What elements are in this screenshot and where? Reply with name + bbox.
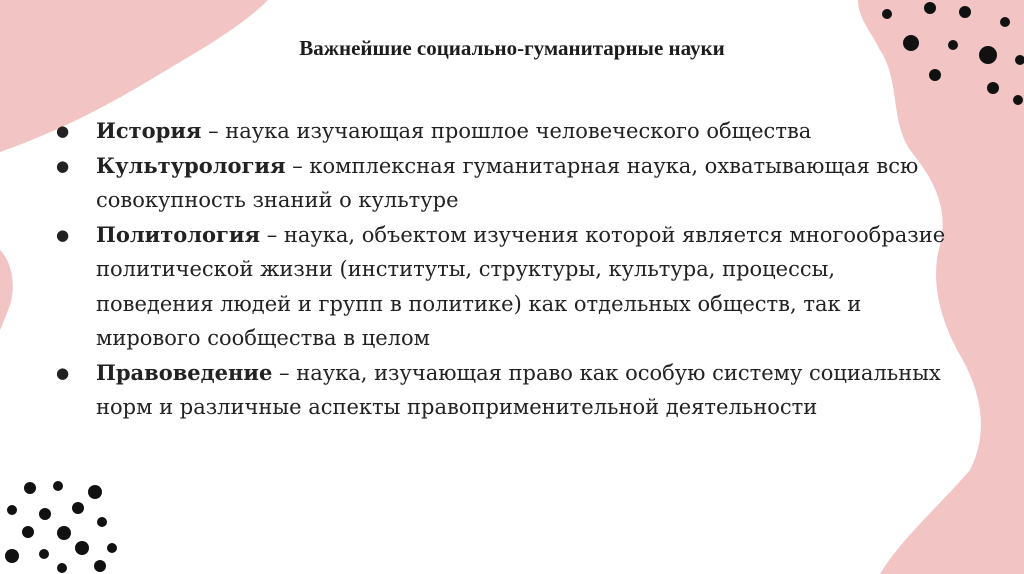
bullet-icon: ● bbox=[56, 156, 70, 175]
definition: – наука, изучающая право как особую систему социальных норм и различные аспекты правоприменительной деятельности bbox=[96, 360, 941, 419]
dot-pattern-bottom-left bbox=[5, 481, 117, 573]
pink-brush-left-edge bbox=[0, 250, 13, 330]
definition: – наука, объектом изучения которой является многообразие политической жизни (институты, структуры, культура, процессы, поведения людей и групп в политике) как отдельных обществ, так и мирового сообщества в целом bbox=[96, 222, 946, 350]
bullet-list bbox=[56, 114, 956, 425]
list-item bbox=[56, 149, 956, 218]
bullet-icon: ● bbox=[56, 225, 70, 244]
list-item bbox=[56, 218, 956, 356]
term: Политология bbox=[96, 221, 261, 247]
definition: – наука изучающая прошлое человеческого общества bbox=[201, 119, 812, 143]
bullet-icon: ● bbox=[56, 122, 70, 140]
list-item bbox=[56, 114, 956, 149]
list-item bbox=[56, 356, 956, 425]
term: Правоведение bbox=[96, 359, 273, 385]
definition: – комплексная гуманитарная наука, охватывающая всю совокупность знаний о культуре bbox=[96, 153, 919, 212]
term: Культурология bbox=[96, 152, 286, 178]
slide-title: Важнейшие социально-гуманитарные науки bbox=[299, 36, 725, 60]
term: История bbox=[96, 118, 202, 143]
bullet-icon: ● bbox=[56, 363, 70, 382]
